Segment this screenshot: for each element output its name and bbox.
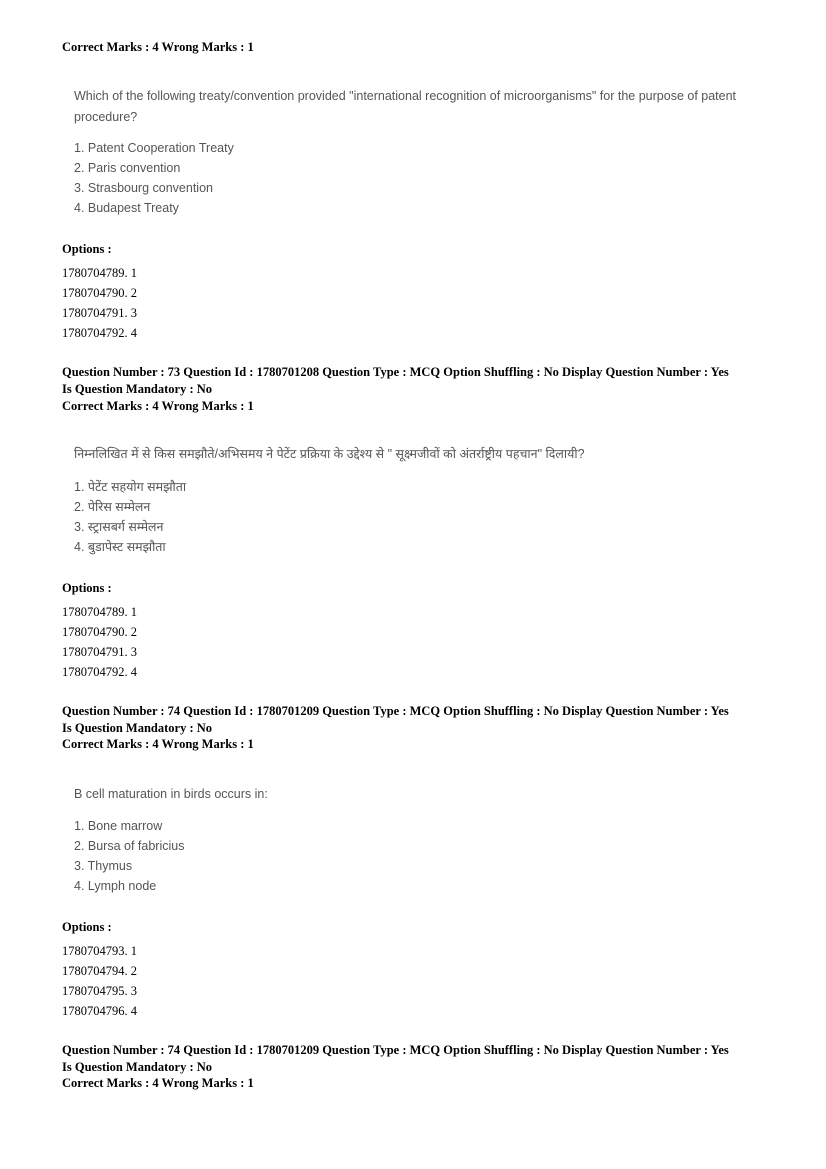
question-mandatory-line: Is Question Mandatory : No <box>62 1060 213 1074</box>
question-choice: 3. स्ट्रासबर्ग सम्मेलन <box>74 520 164 534</box>
question-mandatory-line: Is Question Mandatory : No <box>62 721 213 735</box>
question-choice: 4. Budapest Treaty <box>74 201 179 215</box>
correct-wrong-marks: Correct Marks : 4 Wrong Marks : 1 <box>62 1076 254 1090</box>
question-choice: 4. बुडापेस्ट समझौता <box>74 540 166 554</box>
question-choice: 1. Patent Cooperation Treaty <box>74 141 234 155</box>
question-choice: 2. Paris convention <box>74 161 181 175</box>
options-label: Options : <box>62 242 112 256</box>
question-stem: B cell maturation in birds occurs in: <box>74 787 268 801</box>
question-meta-line: Question Number : 74 Question Id : 1780701209 Question Type : MCQ Option Shuffling : No Display Question Number : Yes <box>62 1043 729 1057</box>
question-stem: Which of the following treaty/convention provided "international recognition of microorganisms" for the purpose of patent procedure? <box>74 89 737 124</box>
question-image <box>74 444 774 557</box>
option-line: 1780704789. 1 <box>62 605 137 619</box>
option-line: 1780704790. 2 <box>62 286 137 300</box>
options-block <box>62 920 137 1021</box>
question-choice: 4. Lymph node <box>74 879 157 893</box>
option-line: 1780704789. 1 <box>62 266 137 280</box>
question-meta-line: Question Number : 74 Question Id : 1780701209 Question Type : MCQ Option Shuffling : No Display Question Number : Yes <box>62 704 729 718</box>
option-line: 1780704792. 4 <box>62 665 137 679</box>
options-block <box>62 581 137 682</box>
question-image <box>74 784 774 896</box>
correct-wrong-marks: Correct Marks : 4 Wrong Marks : 1 <box>62 40 254 54</box>
option-line: 1780704791. 3 <box>62 306 137 320</box>
options-label: Options : <box>62 920 112 934</box>
question-meta-line: Question Number : 73 Question Id : 1780701208 Question Type : MCQ Option Shuffling : No Display Question Number : Yes <box>62 365 729 379</box>
correct-wrong-marks: Correct Marks : 4 Wrong Marks : 1 <box>62 737 254 751</box>
correct-wrong-marks: Correct Marks : 4 Wrong Marks : 1 <box>62 399 254 413</box>
option-line: 1780704794. 2 <box>62 964 137 978</box>
question-choice: 3. Thymus <box>74 859 133 873</box>
question-choice: 2. पेरिस सम्मेलन <box>74 500 151 514</box>
question-choice: 2. Bursa of fabricius <box>74 839 185 853</box>
question-choice: 1. Bone marrow <box>74 819 163 833</box>
question-header <box>62 364 782 398</box>
option-line: 1780704792. 4 <box>62 326 137 340</box>
question-choice: 1. पेटेंट सहयोग समझौता <box>74 480 187 494</box>
question-mandatory-line: Is Question Mandatory : No <box>62 382 213 396</box>
option-line: 1780704795. 3 <box>62 984 137 998</box>
question-stem: निम्नलिखित में से किस समझौते/अभिसमय ने पेटेंट प्रक्रिया के उद्देश्य से " सूक्ष्मजीवों को अंतर्राष्ट्रीय पहचान" दिलायी? <box>74 447 585 461</box>
option-line: 1780704790. 2 <box>62 625 137 639</box>
question-header <box>62 703 782 737</box>
question-choice: 3. Strasbourg convention <box>74 181 213 195</box>
question-image <box>74 86 774 218</box>
option-line: 1780704791. 3 <box>62 645 137 659</box>
option-line: 1780704796. 4 <box>62 1004 137 1018</box>
options-label: Options : <box>62 581 112 595</box>
option-line: 1780704793. 1 <box>62 944 137 958</box>
options-block <box>62 242 137 343</box>
question-header <box>62 1042 782 1076</box>
